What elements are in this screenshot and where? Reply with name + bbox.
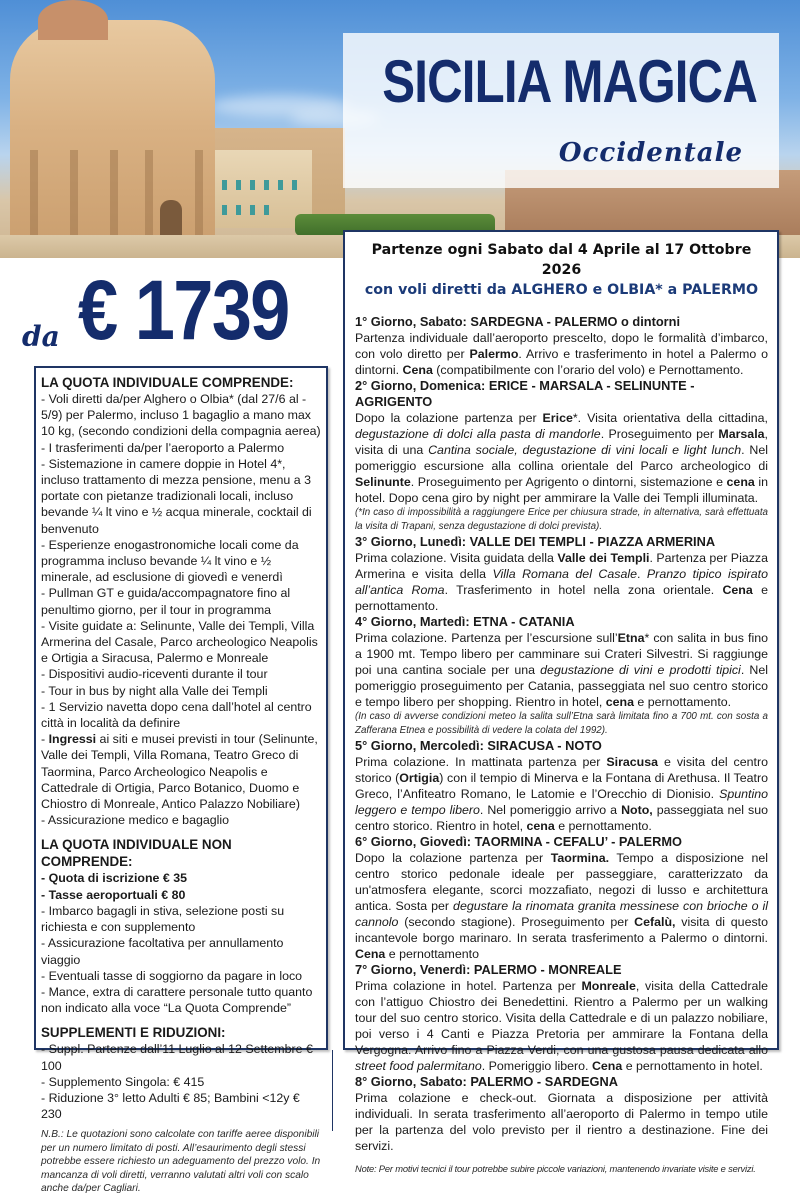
day-note: (In caso di avverse condizioni meteo la salita sull’Etna sarà limitata fino a 700 mt. con sosta a Zafferana Etnea e possibilità di vedere la colata del 1992). <box>355 711 768 736</box>
day-description: Prima colazione e check-out. Giornata a disposizione per attività individuali. In serata trasferimento all’aeroporto di Palermo in tempo utile per la partenza del volo previsto per il rientro a destinazione. Fine dei servizi. <box>355 1091 768 1153</box>
list-item: - Mance, extra di carattere personale tutto quanto non indicato alla voce “La Quota Comprende” <box>41 984 313 1016</box>
day-title: 5° Giorno, Mercoledì: SIRACUSA - NOTO <box>355 738 602 753</box>
includes-list <box>41 391 322 731</box>
day-description: Dopo la colazione partenza per Erice*. Visita orientativa della cittadina, degustazione di dolci alla pasta di mandorle. Proseguimento per Marsala, visita di una Cantina sociale, degustazione di vini locali e light lunch. Nel pomeriggio escursione alla collina orientale del Parco archeologico di Selinunte. Proseguimento per Agrigento o dintorni, sistemazione e cena in hotel. Dopo cena giro by night per ammirare la Valle dei Templi illuminata. <box>355 411 768 505</box>
list-item: - Tour in bus by night alla Valle dei Templi <box>41 683 268 698</box>
day-description: Partenza individuale dall’aeroporto prescelto, dopo le formalità d’imbarco, con volo diretto per Palermo. Arrivo e trasferimento in hotel a Palermo o dintorni. Cena (compatibilmente con l’orario del volo) e Pernottamento. <box>355 331 768 377</box>
supplements-title: SUPPLEMENTI E RIDUZIONI: <box>41 1025 226 1041</box>
page-title: SICILIA MAGICA <box>382 48 758 115</box>
ingressi-bold: Ingressi <box>48 732 97 747</box>
cathedral <box>10 20 215 258</box>
includes-title: LA QUOTA INDIVIDUALE COMPRENDE: <box>41 375 294 390</box>
day-description: Prima colazione in hotel. Partenza per Monreale, visita della Cattedrale con l’attiguo Chiostro dei Benedettini. Rientro a Palermo per un walking tour del suo centro storico. Visita della Cattedrale e di un palazzo nobiliare, poi verso i 4 Canti e Piazza Pretoria per ammirare la Fontana della Vergogna. Arrivo fino a Piazza Verdi, con una gustosa pausa dedicata allo street food palermitano. Pomeriggio libero. Cena e pernottamento in hotel. <box>355 979 768 1073</box>
day-description: Prima colazione. Partenza per l’escursione sull’Etna* con salita in bus fino a 1900 mt. Tempo libero per camminare sui Crateri Silvestri. Si raggiunge poi una cantina sociale per una degustazione di vini e prodotti tipici. Nel pomeriggio proseguimento per Catania, passeggiata nel suo centro storico e tempo libero per shopping. Rientro in hotel, cena e pernottamento. <box>355 631 768 709</box>
list-item: - Voli diretti da/per Alghero o Olbia* (dal 27/6 al - 5/9) per Palermo, incluso 1 bagaglio a mano max 10 kg, (secondo condizioni della compagnia aerea) <box>41 392 321 439</box>
supplements-list <box>41 1041 322 1122</box>
list-item: - Assicurazione facoltativa per annullamento viaggio <box>41 936 284 967</box>
title-panel <box>343 33 779 188</box>
day-title: 7° Giorno, Venerdì: PALERMO - MONREALE <box>355 962 622 977</box>
day-title: 4° Giorno, Martedì: ETNA - CATANIA <box>355 614 575 629</box>
day-description: Dopo la colazione partenza per Taormina. Tempo a disposizione nel centro storico pedonale ideale per passeggiare, caratterizzato da un'atmosfera elegante, scorci mozzafiato, negozi di lusso e architettura antica. Sosta per degustare la rinomata granita messinese con brioche o il cannolo (secondo stagione). Proseguimento per Cefalù, visita di questo incantevole borgo marinaro. In serata trasferimento a Palermo o dintorni. Cena e pernottamento <box>355 851 768 961</box>
list-item: - Quota di iscrizione € 35 <box>41 871 187 886</box>
page-subtitle: Occidentale <box>558 138 743 168</box>
pricing-note: N.B.: Le quotazioni sono calcolate con tariffe aeree disponibili per un numero limitato di posti. All’esaurimento degli stessi potrebbe essere richiesto un adeguamento del prezzo volo. In mancanza di voli diretti, verranno valutati altri voli con scalo anche da/per Cagliari. <box>41 1129 321 1194</box>
day-title: 8° Giorno, Sabato: PALERMO - SARDEGNA <box>355 1074 618 1089</box>
day-title: 3° Giorno, Lunedì: VALLE DEI TEMPLI - PIAZZA ARMERINA <box>355 534 716 549</box>
list-item: - Pullman GT e guida/accompagnatore fino al penultimo giorno, per il tour in programma <box>41 586 291 617</box>
list-item: - Riduzione 3° letto Adulti € 85; Bambini <12y € 230 <box>41 1090 300 1122</box>
includes-item: - Ingressi ai siti e musei previsti in tour (Selinunte, Valle dei Templi, Villa Romana, Teatro Greco di Taormina, Parco Archeologico Neapolis e Cattedrale di Ortigia, Parco Botanico, Duomo e Chiostro di Monreale, Antico Palazzo Nobiliare) <box>41 732 318 812</box>
list-item: - Esperienze enogastronomiche locali come da programma incluso bevande ¼ lt vino e ½ minerale, ad esclusione di giovedì e venerdì <box>41 537 299 585</box>
day-description: Prima colazione. Visita guidata della Valle dei Templi. Partenza per Piazza Armerina e visita della Villa Romana del Casale. Pranzo tipico ispirato all’antica Roma. Trasferimento in hotel nella zona orientale. Cena e pernottamento. <box>355 551 768 613</box>
price-value: € 1739 <box>78 263 289 357</box>
list-item: - Suppl. Partenze dall’11 Luglio al 12 Settembre € 100 <box>41 1042 313 1073</box>
list-item: - Tasse aeroportuali € 80 <box>41 887 186 902</box>
day-description: Prima colazione. In mattinata partenza per Siracusa e visita del centro storico (Ortigia) con il tempio di Minerva e la Fontana di Arethusa. Il Teatro Greco, l’Anfiteatro Romano, le Latomie e l’Orecchio di Dionisio. Spuntino leggero e tempo libero. Nel pomeriggio arrivo a Noto, passeggiata nel suo centro storico. Rientro in hotel, cena e pernottamento. <box>355 755 769 833</box>
list-item: - Imbarco bagagli in stiva, selezione posti su richiesta e con supplemento <box>41 903 285 935</box>
day-note: (*In caso di impossibilità a raggiungere Erice per chiusura strade, in alternativa, sarà effettuata la visita di Trapani, senza degustazione di dolci prevista). <box>355 507 768 532</box>
list-item: - Supplemento Singola: € 415 <box>41 1074 205 1089</box>
day-title: 1° Giorno, Sabato: SARDEGNA - PALERMO o dintorni <box>355 314 681 329</box>
includes-item: - Assicurazione medico e bagaglio <box>41 813 230 828</box>
excludes-list <box>41 903 322 1016</box>
price-prefix: da <box>22 320 60 353</box>
list-item: - Eventuali tasse di soggiorno da pagare in loco <box>41 968 303 983</box>
departures-dates: Partenze ogni Sabato dal 4 Aprile al 17 Ottobre 2026 <box>371 242 752 278</box>
list-item: - 1 Servizio navetta dopo cena dall’hotel al centro città in località da definire <box>41 699 312 731</box>
price-block <box>0 258 340 366</box>
itinerary-final-note: Note: Per motivi tecnici il tour potrebbe subire piccole variazioni, mantenendo invariate visite e servizi. <box>355 1163 756 1174</box>
list-item: - I trasferimenti da/per l’aeroporto a Palermo <box>41 440 285 455</box>
itinerary-box <box>343 230 779 1174</box>
day-title: 2° Giorno, Domenica: ERICE - MARSALA - SELINUNTE - AGRIGENTO <box>355 378 695 409</box>
itinerary-days <box>355 314 768 1154</box>
list-item: - Visite guidate a: Selinunte, Valle dei Templi, Villa Armerina del Casale, Parco archeologico Neapolis e Ortigia a Siracusa, Palermo e Monreale <box>41 618 318 666</box>
day-title: 6° Giorno, Giovedì: TAORMINA - CEFALU’ - PALERMO <box>355 834 682 849</box>
excludes-title: LA QUOTA INDIVIDUALE NON COMPRENDE: <box>41 837 232 870</box>
excludes-bold-list <box>41 870 322 902</box>
pricing-conditions-box <box>34 366 328 1194</box>
list-item: - Dispositivi audio-riceventi durante il tour <box>41 667 268 682</box>
divider-line <box>332 1050 333 1131</box>
departures-flights: con voli diretti da ALGHERO e OLBIA* a PALERMO <box>364 282 759 298</box>
list-item: - Sistemazione in camere doppie in Hotel 4*, incluso trattamento di mezza pensione, menu a 3 portate con pietanze tradizionali locali, incluso bevande ¼ lt vino e ½ acqua minerale, cocktail di benvenuto <box>41 456 312 536</box>
ingressi-text: ai siti e musei previsti in tour (Selinunte, Valle dei Templi, Villa Romana, Teatro Greco di Taormina, Parco Archeologico Neapolis e Cattedrale di Ortigia, Parco Botanico, Duomo e Chiostro di Monreale, Antico Palazzo Nobiliare) <box>41 732 318 812</box>
